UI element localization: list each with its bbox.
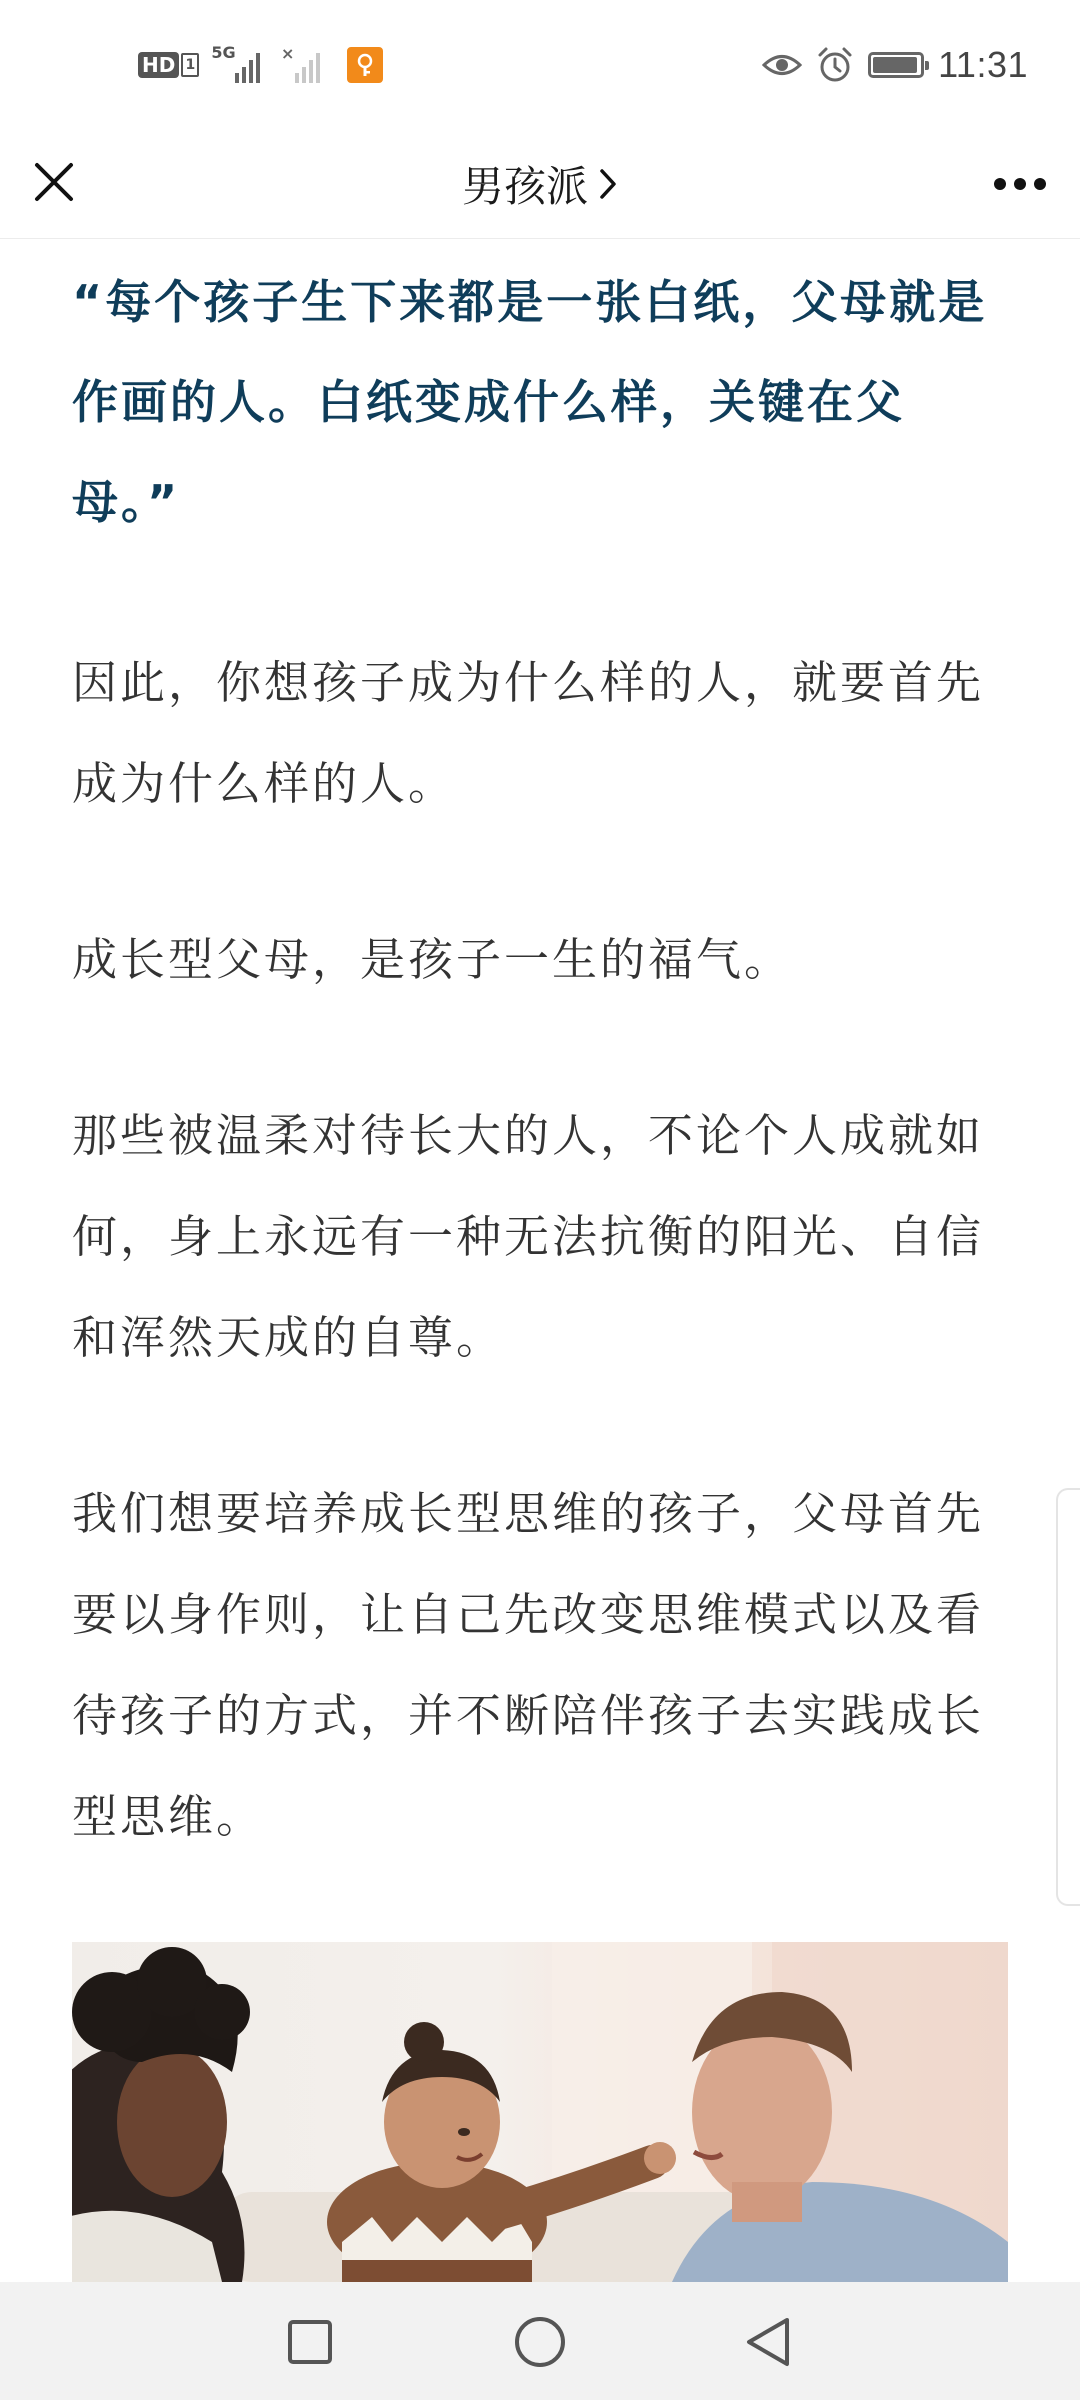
more-icon (992, 177, 1048, 191)
article-body (72, 238, 1008, 1867)
back-icon (743, 2316, 793, 2368)
home-icon (513, 2315, 567, 2369)
system-nav-bar (0, 2282, 1080, 2400)
status-left (138, 44, 383, 86)
home-button[interactable] (510, 2312, 570, 2372)
signal-off-icon (279, 45, 335, 85)
article-paragraph: 因此，你想孩子成为什么样的人，就要首先成为什么样的人。 (72, 656, 985, 810)
status-right (762, 40, 1028, 90)
family-photo-illustration (72, 1942, 1008, 2282)
recents-icon (286, 2318, 334, 2366)
account-title-link[interactable] (0, 130, 1080, 238)
nav-bar (0, 130, 1080, 239)
eye-icon (762, 50, 802, 80)
battery-level (873, 57, 917, 73)
highlight-quote: “每个孩子生下来都是一张白纸，父母就是作画的人。白纸变成什么样，关键在父母。” (72, 275, 988, 529)
network-type-label: 5G (211, 43, 236, 62)
chevron-right-icon (598, 167, 618, 201)
article-paragraph: 我们想要培养成长型思维的孩子，父母首先要以身作则，让自己先改变思维模式以及看待孩子的方式，并不断陪伴孩子去实践成长型思维。 (72, 1487, 985, 1843)
account-title: 男孩派 (461, 162, 588, 211)
side-scroll-handle[interactable] (1056, 1488, 1080, 1906)
article-photo[interactable] (72, 1942, 1008, 2282)
signal-icon (211, 45, 267, 85)
more-button[interactable] (988, 160, 1052, 208)
svg-text:×: × (281, 45, 295, 63)
clock: 11:31 (938, 44, 1028, 85)
hd-label: HD (138, 52, 179, 78)
hd-icon (138, 52, 199, 78)
hd-sim-label: 1 (181, 53, 199, 77)
recents-button[interactable] (280, 2312, 340, 2372)
battery-icon (868, 52, 924, 78)
alarm-icon (816, 46, 854, 84)
article-paragraph: 那些被温柔对待长大的人，不论个人成就如何，身上永远有一种无法抗衡的阳光、自信和浑然天成的自尊。 (72, 1109, 985, 1364)
status-bar (0, 0, 1080, 130)
hotspot-icon (347, 47, 383, 83)
back-button[interactable] (738, 2312, 798, 2372)
article-paragraph: 成长型父母，是孩子一生的福气。 (72, 933, 793, 986)
